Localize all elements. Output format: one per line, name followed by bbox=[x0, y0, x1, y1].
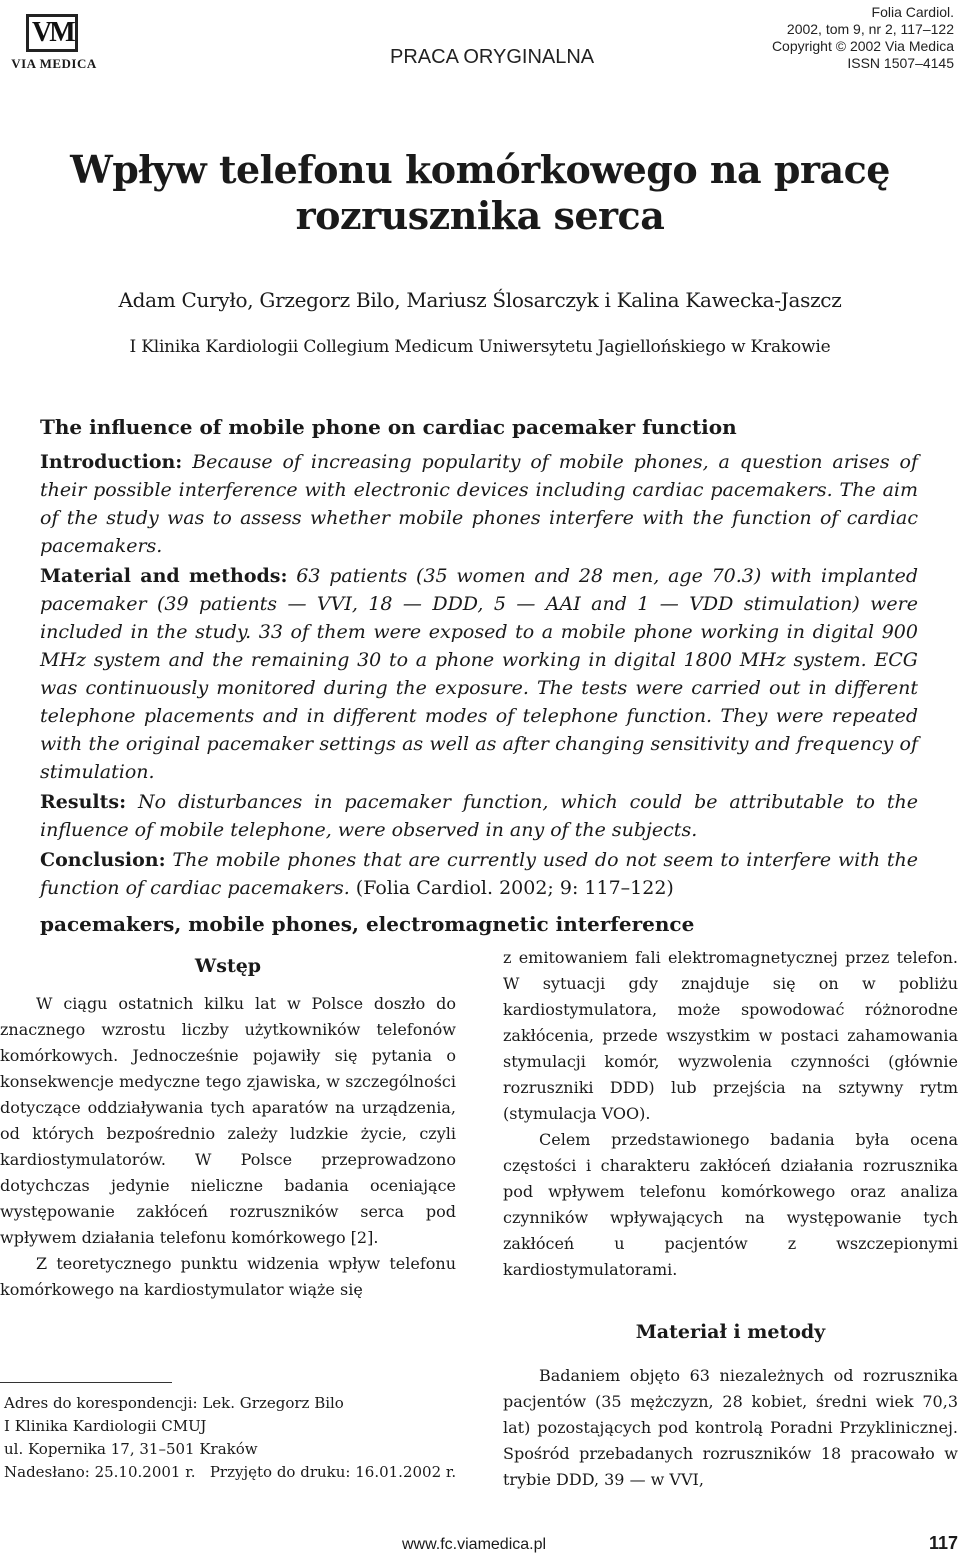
section-label: PRACA ORYGINALNA bbox=[390, 46, 595, 68]
title-line-1: Wpływ telefonu komórkowego na pracę bbox=[70, 147, 890, 192]
introduction-text: Because of increasing popularity of mobile phones, a question arises of their possible interference with electronic devices including cardiac pacemakers. The aim of the study was to assess whether mobile phones interfere with the function of cardiac pacemakers. bbox=[40, 451, 918, 557]
authors: Adam Curyło, Grzegorz Bilo, Mariusz Ślosarczyk i Kalina Kawecka-Jaszcz bbox=[118, 288, 842, 312]
correspondence-footnote bbox=[4, 1392, 456, 1484]
via-medica-logo bbox=[4, 12, 100, 71]
paragraph: Z teoretycznego punktu widzenia wpływ telefonu komórkowego na kardiostymulator wiąże się bbox=[0, 1254, 456, 1299]
abstract-results bbox=[40, 788, 918, 844]
abstract-introduction bbox=[40, 448, 918, 560]
affiliation: I Klinika Kardiologii Collegium Medicum Uniwersytetu Jagiellońskiego w Krakowie bbox=[129, 337, 831, 357]
right-column bbox=[503, 945, 958, 1493]
conclusion-text: The mobile phones that are currently used do not seem to interfere with the function of cardiac pacemakers. bbox=[40, 849, 918, 899]
accepted-date: Przyjęto do druku: 16.01.2002 r. bbox=[209, 1463, 457, 1481]
abstract-methods bbox=[40, 562, 918, 786]
abstract-conclusion bbox=[40, 846, 918, 902]
methods-label: Material and methods: bbox=[40, 565, 288, 587]
paragraph: Badaniem objęto 63 niezależnych od rozrusznika pacjentów (35 mężczyzn, 28 kobiet, średni wiek 70,3 lat) pozostających pod kontrolą Poradni Przyklinicznej. Spośród przebadanych rozruszników 18 pracowało w trybie DDD, 39 — w VVI, bbox=[503, 1366, 958, 1489]
conclusion-label: Conclusion: bbox=[40, 849, 166, 871]
footnote-dates bbox=[4, 1461, 456, 1484]
footnote-rule bbox=[0, 1382, 172, 1383]
section-heading-methods: Materiał i metody bbox=[635, 1321, 826, 1343]
received-date: Nadesłano: 25.10.2001 r. bbox=[4, 1463, 196, 1481]
introduction-label: Introduction: bbox=[40, 451, 183, 473]
issn: ISSN 1507–4145 bbox=[847, 55, 954, 71]
section-heading-introduction: Wstęp bbox=[194, 955, 262, 977]
left-column bbox=[0, 955, 456, 1303]
results-label: Results: bbox=[40, 791, 127, 813]
footnote-line: ul. Kopernika 17, 31–501 Kraków bbox=[4, 1440, 258, 1458]
publication-info bbox=[772, 4, 954, 72]
article-title bbox=[0, 147, 960, 239]
copyright: Copyright © 2002 Via Medica bbox=[771, 38, 954, 54]
footnote-line: Adres do korespondencji: Lek. Grzegorz Bilo bbox=[4, 1394, 344, 1412]
title-line-2: rozrusznika serca bbox=[295, 193, 665, 238]
results-text: No disturbances in pacemaker function, which could be attributable to the influence of mobile telephone, were observed in any of the subjects. bbox=[40, 791, 918, 841]
page-number: 117 bbox=[928, 1533, 958, 1553]
volume-info: 2002, tom 9, nr 2, 117–122 bbox=[786, 21, 954, 37]
methods-text: 63 patients (35 women and 28 men, age 70.3) with implanted pacemaker (39 patients — VVI, 18 — DDD, 5 — AAI and 1 — VDD stimulation) were included in the study. 33 of them were exposed to a mobile phone working in digital 900 MHz system and the remaining 30 to a phone working in digital 1800 MHz system. ECG was continuously monitored during the exposure. The tests were carried out in different telephone placements and in different modes of telephone function. They were repeated with the original pacemaker settings as well as after changing sensitivity and frequency of stimulation. bbox=[40, 565, 918, 783]
logo-name: VIA MEDICA bbox=[11, 56, 97, 71]
paragraph: W ciągu ostatnich kilku lat w Polsce doszło do znacznego wzrostu liczby użytkowników telefonów komórkowych. Jednocześnie pojawiły się pytania o konsekwencje medyczne tego zjawiska, w szczególności dotyczące oddziaływania tych aparatów na urządzenia, od których bezpośrednio zależy ludzkie życie, czyli kardiostymulatorów. W Polsce przeprowadzono dotychczas jedynie nieliczne badania oceniające występowanie zakłóceń rozruszników serca pod wpływem działania telefonu komórkowego [2]. bbox=[0, 994, 456, 1247]
abstract bbox=[40, 413, 918, 938]
paragraph: Celem przedstawionego badania była ocena częstości i charakteru zakłóceń działania rozrusznika pod wpływem telefonu komórkowego oraz analiza czynników wpływających na występowanie tych zakłóceń u pacjentów z wszczepionymi kardiostymulatorami. bbox=[503, 1130, 958, 1279]
english-title: The influence of mobile phone on cardiac pacemaker function bbox=[40, 415, 737, 439]
journal-url[interactable]: www.fc.viamedica.pl bbox=[402, 1536, 547, 1553]
vm-logo-icon: VM bbox=[26, 14, 78, 52]
footnote-line: I Klinika Kardiologii CMUJ bbox=[4, 1417, 207, 1435]
keywords: pacemakers, mobile phones, electromagnetic interference bbox=[40, 912, 695, 936]
journal-name: Folia Cardiol. bbox=[871, 4, 954, 20]
citation: (Folia Cardiol. 2002; 9: 117–122) bbox=[355, 877, 674, 899]
paragraph: z emitowaniem fali elektromagnetycznej przez telefon. W sytuacji gdy znajduje się on w pobliżu kardiostymulatora, może spowodować różnorodne zakłócenia, przede wszystkim w postaci zahamowania stymulacji komór, wyzwolenia czynności (głównie rozruszniki DDD) lub przejścia na sztywny rytm (stymulacja VOO). bbox=[503, 948, 958, 1123]
